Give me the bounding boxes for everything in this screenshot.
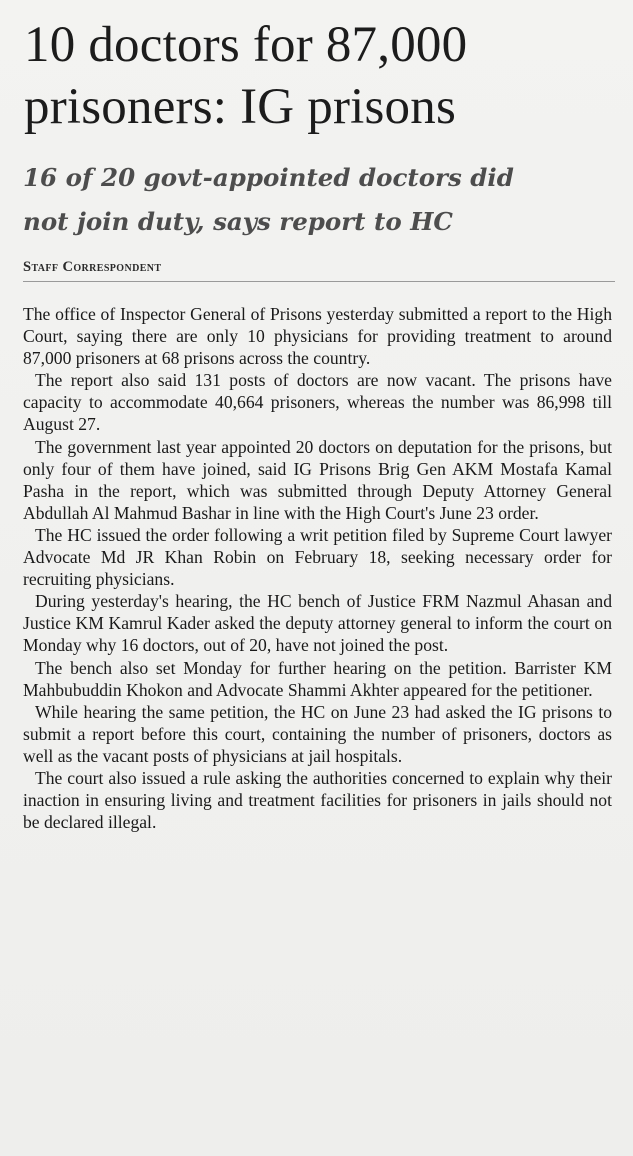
article-paragraph: The court also issued a rule asking the authorities concerned to explain why their inaction in ensuring living and treatment facilities for prisoners in jails should not be declared illegal. [23, 767, 612, 833]
article-paragraph: The bench also set Monday for further hearing on the petition. Barrister KM Mahbubuddin Khokon and Advocate Shammi Akhter appeared for the petitioner. [23, 657, 612, 700]
byline-divider [23, 281, 615, 282]
article-paragraph: The government last year appointed 20 doctors on deputation for the prisons, but only four of them have joined, said IG Prisons Brig Gen AKM Mostafa Kamal Pasha in the report, which was submitted through Deputy Attorney General Abdullah Al Mahmud Bashar in line with the High Court's June 23 order. [23, 436, 612, 523]
subheadline [23, 156, 628, 244]
subheadline-line: not join duty, says report to HC [23, 207, 453, 236]
subheadline-line: 16 of 20 govt-appointed doctors did [23, 163, 514, 192]
article-paragraph: The office of Inspector General of Prisons yesterday submitted a report to the High Court, saying there are only 10 physicians for providing treatment to around 87,000 prisoners at 68 prisons across the country. [23, 304, 612, 369]
headline [24, 14, 624, 138]
article-paragraph: The HC issued the order following a writ petition filed by Supreme Court lawyer Advocate Md JR Khan Robin on February 18, seeking necessary order for recruiting physicians. [23, 524, 612, 590]
article-body [23, 303, 612, 833]
article-paragraph: While hearing the same petition, the HC on June 23 had asked the IG prisons to submit a report before this court, containing the number of prisoners, doctors as well as the vacant posts of physicians at jail hospitals. [23, 701, 612, 766]
byline: Staff Correspondent [23, 259, 162, 275]
headline-line: prisoners: IG prisons [24, 79, 456, 135]
article-paragraph: During yesterday's hearing, the HC bench of Justice FRM Nazmul Ahasan and Justice KM Kamrul Kader asked the deputy attorney general to inform the court on Monday why 16 doctors, out of 20, have not joined the post. [23, 591, 612, 656]
headline-line: 10 doctors for 87,000 [24, 17, 468, 73]
article-paragraph: The report also said 131 posts of doctors are now vacant. The prisons have capacity to accommodate 40,664 prisoners, whereas the number was 86,998 till August 27. [23, 370, 612, 435]
